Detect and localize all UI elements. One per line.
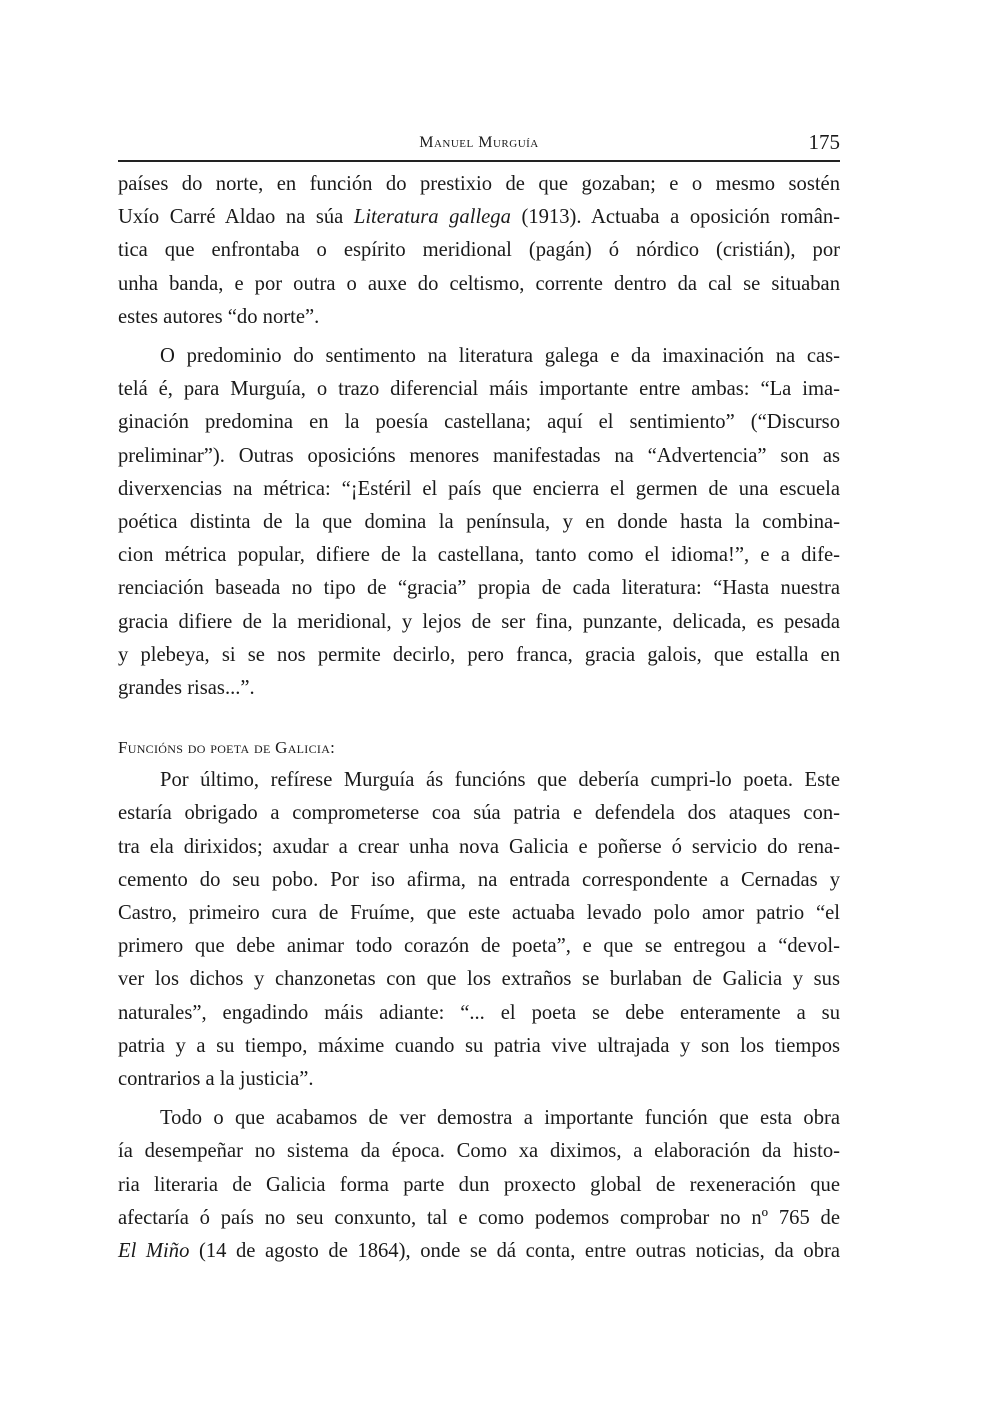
text-line: estaría obrigado a comprometerse coa súa patria e defendela dos ataques con-: [118, 802, 840, 825]
book-title: Literatura gallega: [353, 206, 511, 229]
document-page: [118, 130, 840, 1268]
text-line: países do norte, en función do prestixio de que gozaban; e o mesmo sostén: [118, 173, 840, 195]
text-line: cion métrica popular, difiere de la castellana, tanto como el idioma!”, e a dife-: [118, 544, 840, 567]
page-header: [118, 130, 840, 162]
text-line: Todo o que acabamos de ver demostra a importante función que esta obra: [160, 1107, 840, 1130]
text-line: tica que enfrontaba o espírito meridional (pagán) ó nórdico (cristián), por: [118, 239, 840, 262]
paragraph-2: [118, 340, 840, 705]
text-line: telá é, para Murguía, o trazo diferencial máis importante entre ambas: “La ima-: [118, 378, 840, 401]
paragraph-3: [118, 764, 840, 1096]
text-line: ía desempeñar no sistema da época. Como xa diximos, a elaboración da histo-: [118, 1140, 840, 1163]
newspaper-title: El Miño: [118, 1240, 190, 1263]
text-line: gracia difiere de la meridional, y lejos de ser fina, punzante, delicada, es pesada: [118, 610, 840, 633]
section-heading: Funcións do poeta de Galicia:: [118, 738, 336, 758]
text-line: primero que debe animar todo corazón de poeta”, e que se entregou a “devol-: [118, 935, 840, 958]
text-line: unha banda, e por outra o auxe do celtismo, corrente dentro da cal se situaban: [118, 272, 840, 295]
text-line: ria literaria de Galicia forma parte dun proxecto global de rexeneración que: [118, 1173, 840, 1196]
text-line: tra ela dirixidos; axudar a crear unha nova Galicia e poñerse ó servicio do rena-: [118, 835, 840, 858]
text-line: contrarios a la justicia”.: [118, 1068, 314, 1091]
text-line: poética distinta de la que domina la península, y en donde hasta la combina-: [118, 511, 840, 534]
paragraph-4: [118, 1102, 840, 1268]
text-line: renciación baseada no tipo de “gracia” propia de cada literatura: “Hasta nuestra: [118, 577, 840, 600]
text-line: naturales”, engadindo máis adiante: “... el poeta se debe enteramente a su: [118, 1001, 840, 1024]
body-text: [118, 168, 840, 1268]
text-line: y plebeya, si se nos permite decirlo, pero franca, gracia galois, que estalla en: [118, 643, 840, 666]
text-line: grandes risas...”.: [118, 677, 255, 700]
text-line: cemento do seu pobo. Por iso afirma, na entrada correspondente a Cernadas y: [118, 868, 840, 891]
running-head: Manuel Murguía: [419, 134, 539, 151]
paragraph-1: [118, 168, 840, 334]
text-line: Uxío Carré Aldao na súa Literatura gallega (1913). Actuaba a oposición român-: [118, 206, 840, 229]
page-number: 175: [808, 130, 840, 154]
text-line: Por último, refírese Murguía ás funcións que debería cumpri-lo poeta. Este: [160, 769, 840, 792]
text-line: ver los dichos y chanzonetas con que los extraños se burlaban de Galicia y sus: [118, 968, 840, 991]
text-line: O predominio do sentimento na literatura galega e da imaxinación na cas-: [160, 345, 840, 368]
text-line: afectaría ó país no seu conxunto, tal e como podemos comprobar no nº 765 de: [118, 1206, 840, 1229]
text-line: estes autores “do norte”.: [118, 305, 320, 328]
text-line: patria y a su tiempo, máxime cuando su patria vive ultrajada y son los tiempos: [118, 1034, 840, 1057]
text-line: El Miño (14 de agosto de 1864), onde se dá conta, entre outras noticias, da obra: [118, 1240, 841, 1263]
text-line: diverxencias na métrica: “¡Estéril el país que encierra el germen de una escuela: [118, 477, 840, 500]
text-line: preliminar”). Outras oposicións menores manifestadas na “Advertencia” son as: [118, 444, 840, 467]
text-line: ginación predomina en la poesía castellana; aquí el sentimiento” (“Discurso: [118, 411, 840, 434]
text-line: Castro, primeiro cura de Fruíme, que este actuaba levado polo amor patrio “el: [118, 902, 840, 925]
